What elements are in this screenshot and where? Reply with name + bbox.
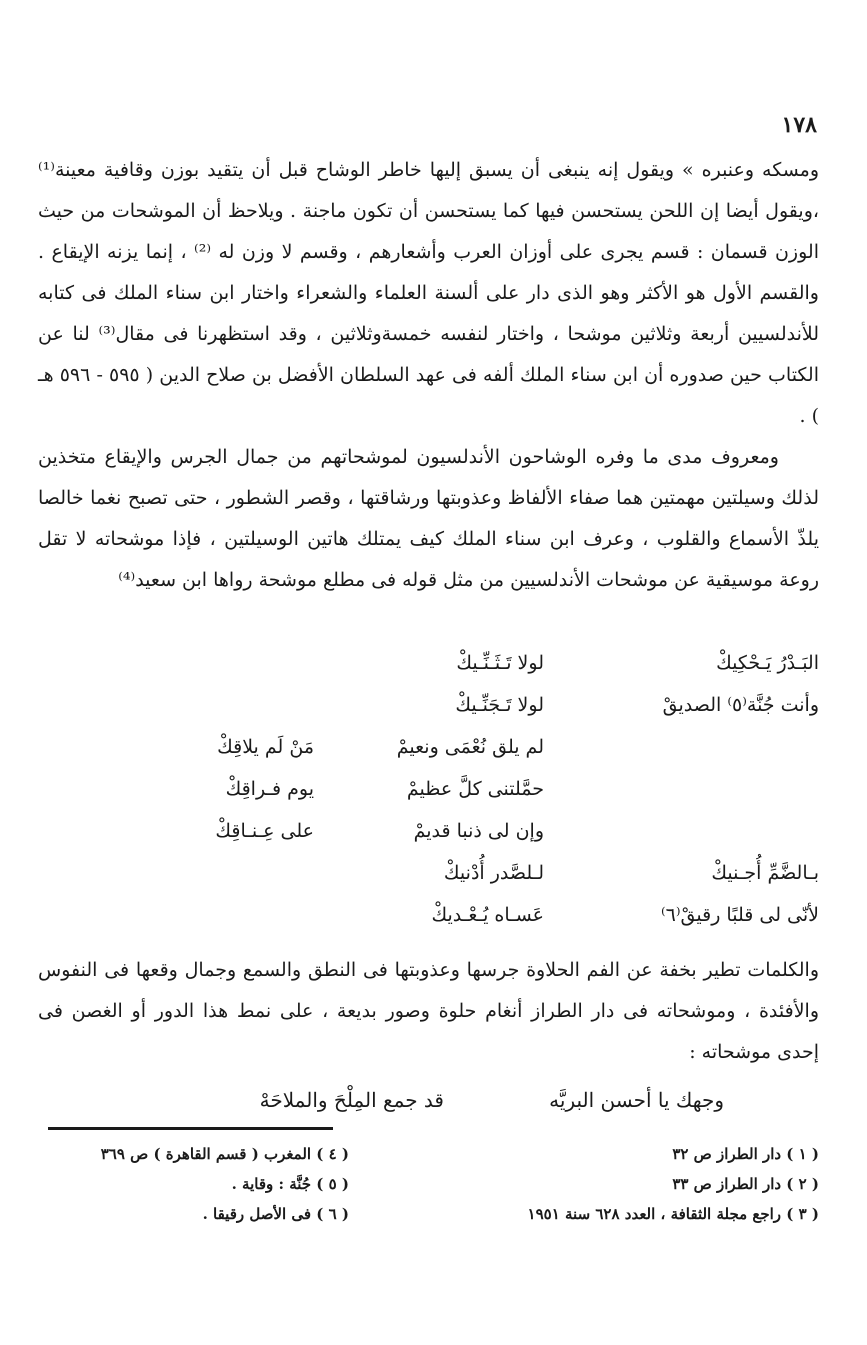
verse-part: عَسـاه يُـعْـديكْ [431,904,544,926]
verse-part: لأنّى لى قلبًا رقيقْ⁽٦⁾ [661,904,819,926]
footnote: ( ٣ ) راجع مجلة الثقافة ، العدد ٦٢٨ سنة ١٩٥١ [527,1205,819,1223]
poem-verses [38,652,819,946]
verse-line [38,652,819,694]
footnote: ( ٢ ) دار الطراز ص ٣٣ [672,1175,819,1193]
verse-part: حمَّلتنى كلَّ عظيمْ [406,778,544,800]
verse-part: لولا تَـجَنِّـيكْ [455,694,544,716]
footnote: ( ٤ ) المغرب ( قسم القاهرة ) ص ٣٦٩ [100,1145,349,1163]
verse-part: يوم فـراقِكْ [225,778,314,800]
paragraph-2: ومعروف مدى ما وفره الوشاحون الأندلسيون لموشحاتهم من جمال الجرس والإيقاع متخذين لذلك وسيلتين مهمتين هما صفاء الألفاظ وعذوبتها ورشاقتها ، وقصر الشطور ، حتى تصبح نغما خالصا يلذّ الأسماع والقلوب ، وعرف ابن سناء الملك كيف يمتلك هاتين الوسيلتين ، فإذا موشحاته لا تقل روعة موسيقية عن موشحات الأندلسيين من مثل قوله فى مطلع موشحة رواها ابن سعيد⁽⁴⁾ [38,446,819,591]
footnote-row [48,1145,819,1175]
final-verse [38,1088,819,1130]
paragraph-3: والكلمات تطير بخفة عن الفم الحلاوة جرسها وعذوبتها فى النطق والسمع وجمال وقعها فى النفوس والأفئدة ، وموشحاته فى دار الطراز أنغام حلوة وصور بديعة ، على نمط هذا الدور أو الغصن فى إحدى موشحاته : [38,959,819,1063]
verse-part: قد جمع المِلْحَ والملاحَهْ [259,1088,444,1112]
verse-part: لم يلق نُعْمَى ونعيمْ [396,736,544,758]
verse-line [38,778,819,820]
body-text-continued [38,950,819,1073]
footnotes [48,1145,819,1235]
verse-part: البَـدْرُ يَـحْكِيكْ [716,652,819,674]
footnote-row [48,1205,819,1235]
verse-line [38,904,819,946]
paragraph-1: ومسكه وعنبره » ويقول إنه ينبغى أن يسبق إليها خاطر الوشاح قبل أن يتقيد بوزن وقافية معينة⁽¹⁾ ،ويقول أيضا إن اللحن يستحسن فيها كما يستحسن أن تكون ماجنة . ويلاحظ أن الموشحات من حيث الوزن قسمان : قسم يجرى على أوزان العرب وأشعارهم ، وقسم لا وزن له ⁽²⁾ ، إنما يزنه الإيقاع . والقسم الأول هو الأكثر وهو الذى دار على ألسنة العلماء والشعراء واختار ابن سناء الملك فى كتابه للأندلسيين أربعة وثلاثين موشحا ، واختار لنفسه خمسةوثلاثين ، وقد استظهرنا فى مقال⁽³⁾ لنا عن الكتاب حين صدوره أن ابن سناء الملك ألفه فى عهد السلطان الأفضل بن صلاح الدين ( ٥٩٥ - ٥٩٦ هـ ) . [38,159,820,427]
verse-part: لولا تَـثَـنِّـيكْ [456,652,544,674]
verse-part: على عِـنـاقِكْ [215,820,314,842]
verse-line [38,694,819,736]
verse-part: وأنت جُنَّة⁽٥⁾ الصديقْ [662,694,819,716]
page-number: ١٧٨ [781,112,817,138]
verse-line [38,1088,819,1130]
verse-part: مَنْ لَم يلاقِكْ [217,736,314,758]
verse-part: وإن لى ذنبا قديمْ [413,820,544,842]
footnote: ( ١ ) دار الطراز ص ٣٢ [672,1145,819,1163]
footnote: ( ٦ ) فى الأصل رقيقا . [202,1205,349,1223]
verse-line [38,736,819,778]
verse-line [38,862,819,904]
footnote-row [48,1175,819,1205]
verse-part: بـالضَّمِّ أُجـنيكْ [711,862,819,884]
verse-line [38,820,819,862]
footnote: ( ٥ ) جُنَّة : وقاية . [231,1175,349,1193]
body-text [38,150,819,601]
footnote-divider [48,1127,333,1130]
verse-part: وجهك يا أحسن البريَّه [549,1088,724,1112]
verse-part: لـلصَّدر أُدْنيكْ [443,862,544,884]
